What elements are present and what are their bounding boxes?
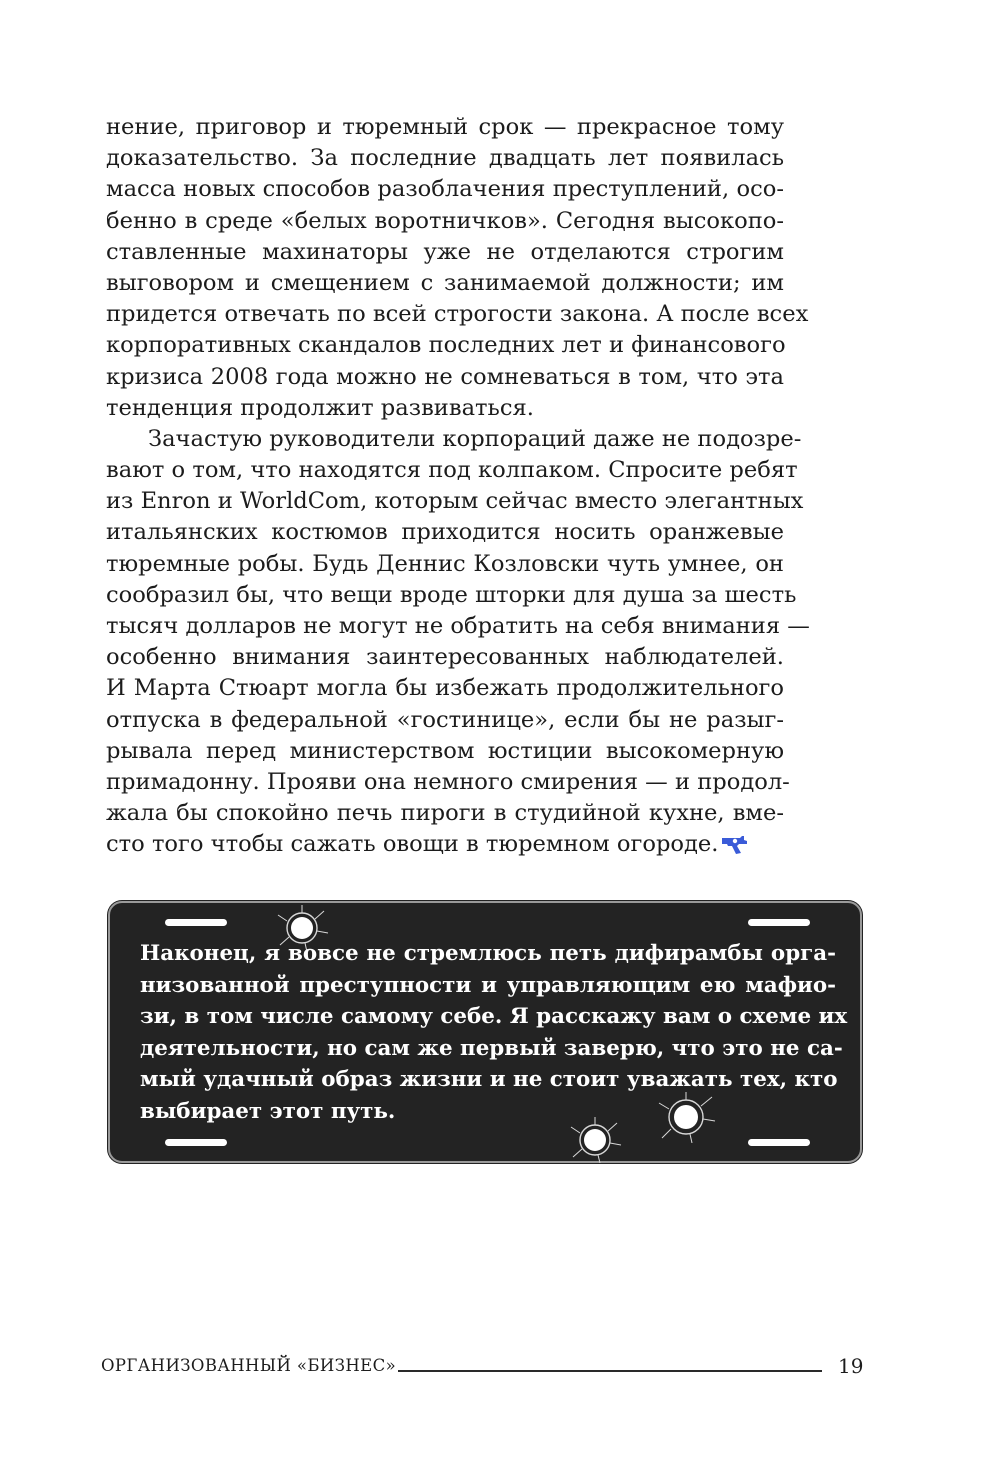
callout-text — [140, 938, 848, 1128]
text-line: кризиса 2008 года можно не сомневаться в том, что эта — [106, 363, 784, 390]
text-line: корпоративных скандалов последних лет и финансового — [106, 332, 786, 359]
callout-box — [108, 901, 862, 1163]
footer-divider — [398, 1370, 822, 1372]
text-line: сообразил бы, что вещи вроде шторки для душа за шесть — [106, 581, 797, 608]
text-line: тенденция продолжит развиваться. — [106, 394, 534, 421]
callout-line: зи, в том числе самому себе. Я расскажу вам о схеме их — [140, 1004, 848, 1030]
text-line: примадонну. Прояви она немного смирения — и продол- — [106, 768, 790, 795]
text-line: особенно внимания заинтересованных наблюдателей. — [106, 644, 784, 671]
text-line: И Марта Стюарт могла бы избежать продолжительного — [106, 675, 784, 702]
page-number: 19 — [838, 1354, 864, 1378]
text-line: доказательство. За последние двадцать лет появилась — [106, 145, 784, 172]
text-line: жала бы спокойно печь пироги в студийной кухне, вме- — [106, 800, 784, 827]
text-line: нение, приговор и тюремный срок — прекрасное тому — [106, 114, 784, 140]
text-line-final-text: сто того чтобы сажать овощи в тюремном огороде. — [106, 831, 719, 858]
text-line: итальянских костюмов приходится носить оранжевые — [106, 519, 784, 546]
text-line: отпуска в федеральной «гостинице», если бы не разыг- — [106, 706, 784, 733]
text-line: ставленные махинаторы уже не отделаются строгим — [106, 238, 784, 265]
text-line: тысяч долларов не могут не обратить на себя внимания — — [106, 613, 810, 639]
text-line-final — [106, 829, 784, 860]
text-line: вают о том, что находятся под колпаком. Спросите ребят — [106, 457, 798, 484]
callout-line: низованной преступности и управляющим ею мафио- — [140, 972, 836, 998]
decor-dash — [165, 1139, 227, 1146]
text-line: тюремные робы. Будь Деннис Козловски чуть умнее, он — [106, 550, 784, 577]
callout-line: выбирает этот путь. — [140, 1098, 396, 1124]
text-line: масса новых способов разоблачения преступлений, осо- — [106, 176, 784, 203]
text-line: придется отвечать по всей строгости закона. А после всех — [106, 301, 809, 328]
text-line: рывала перед министерством юстиции высокомерную — [106, 737, 784, 764]
callout-line: мый удачный образ жизни и не стоит уважать тех, кто — [140, 1067, 838, 1093]
text-line: бенно в среде «белых воротничков». Сегодня высокопо- — [106, 207, 784, 234]
revolver-icon — [720, 833, 750, 857]
decor-dash — [748, 919, 810, 926]
body-text — [106, 112, 810, 861]
callout-line: деятельности, но сам же первый заверю, что это не са- — [140, 1035, 843, 1061]
text-line: выговором и смещением с занимаемой должности; им — [106, 269, 784, 296]
callout-line: Наконец, я вовсе не стремлюсь петь дифирамбы орга- — [140, 941, 836, 966]
text-line: Зачастую руководители корпораций даже не подозре- — [148, 425, 802, 452]
text-line: из Enron и WorldCom, которым сейчас вместо элегантных — [106, 488, 804, 515]
decor-dash — [165, 919, 227, 926]
decor-dash — [748, 1139, 810, 1146]
running-title: ОРГАНИЗОВАННЫЙ «БИЗНЕС» — [101, 1356, 397, 1375]
